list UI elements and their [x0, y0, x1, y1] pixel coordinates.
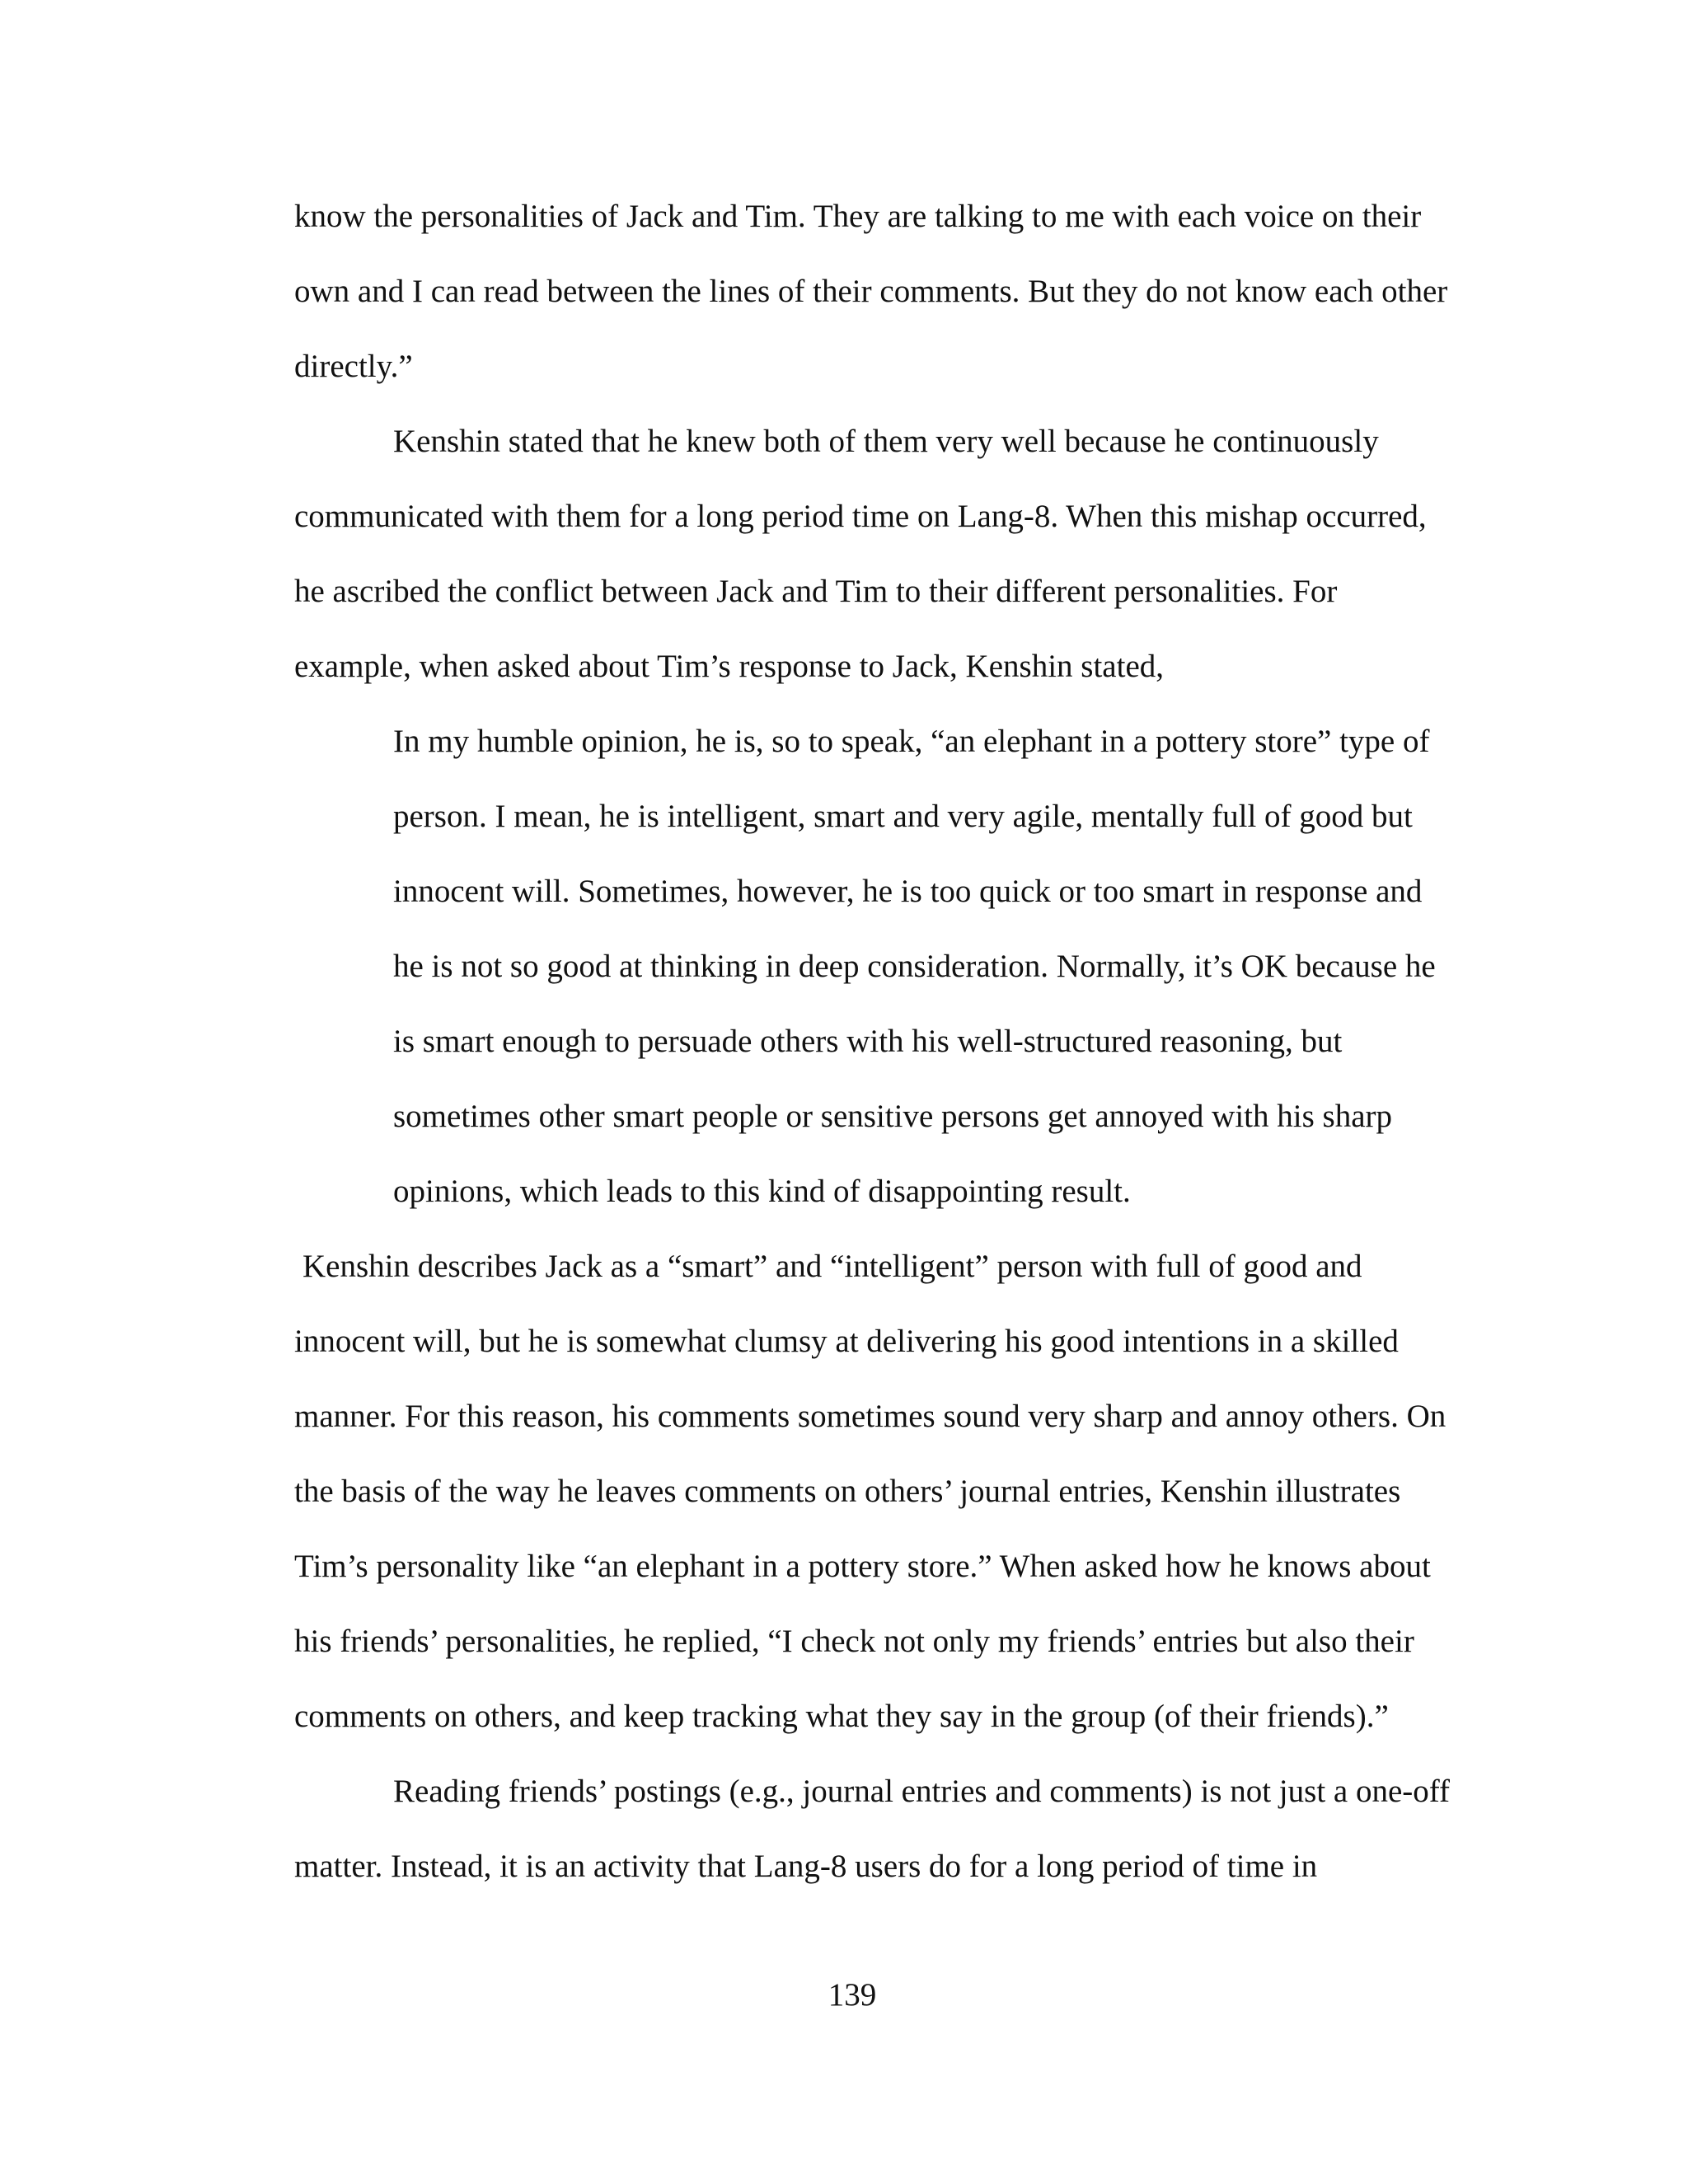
paragraph-first-line: Reading friends’ postings (e.g., journal entries and comments) is not just a one-off [393, 1774, 1451, 1809]
text-line: the basis of the way he leaves comments on others’ journal entries, Kenshin illustrates [294, 1474, 1401, 1509]
text-line: comments on others, and keep tracking what they say in the group (of their friends).” [294, 1699, 1389, 1734]
text-line: example, when asked about Tim’s response to Jack, Kenshin stated, [294, 649, 1164, 684]
text-line: his friends’ personalities, he replied, “I check not only my friends’ entries but also their [294, 1624, 1414, 1659]
block-quote-line: sometimes other smart people or sensitive persons get annoyed with his sharp [393, 1099, 1393, 1134]
block-quote-line: innocent will. Sometimes, however, he is too quick or too smart in response and [393, 874, 1423, 909]
block-quote-line: person. I mean, he is intelligent, smart and very agile, mentally full of good but [393, 799, 1413, 834]
body-text [294, 188, 1481, 1913]
text-line: Kenshin describes Jack as a “smart” and “intelligent” person with full of good and [302, 1249, 1362, 1284]
block-quote-line: opinions, which leads to this kind of disappointing result. [393, 1174, 1131, 1209]
text-line: know the personalities of Jack and Tim. They are talking to me with each voice on their [294, 199, 1422, 234]
block-quote-line: is smart enough to persuade others with his well-structured reasoning, but [393, 1024, 1343, 1059]
text-line: manner. For this reason, his comments sometimes sound very sharp and annoy others. On [294, 1399, 1447, 1434]
block-quote-line: he is not so good at thinking in deep consideration. Normally, it’s OK because he [393, 949, 1436, 984]
page-number: 139 [828, 1977, 877, 2013]
text-line: directly.” [294, 349, 413, 384]
text-line: matter. Instead, it is an activity that Lang-8 users do for a long period of time in [294, 1849, 1318, 1884]
text-line: own and I can read between the lines of their comments. But they do not know each other [294, 274, 1448, 309]
text-line: innocent will, but he is somewhat clumsy at delivering his good intentions in a skilled [294, 1324, 1399, 1359]
paragraph-first-line: Kenshin stated that he knew both of them very well because he continuously [393, 424, 1379, 459]
text-line: Tim’s personality like “an elephant in a pottery store.” When asked how he knows about [294, 1549, 1431, 1584]
text-line: communicated with them for a long period time on Lang-8. When this mishap occurred, [294, 499, 1427, 534]
text-line: he ascribed the conflict between Jack and Tim to their different personalities. For [294, 574, 1338, 609]
block-quote-line: In my humble opinion, he is, so to speak, “an elephant in a pottery store” type of [393, 724, 1430, 759]
